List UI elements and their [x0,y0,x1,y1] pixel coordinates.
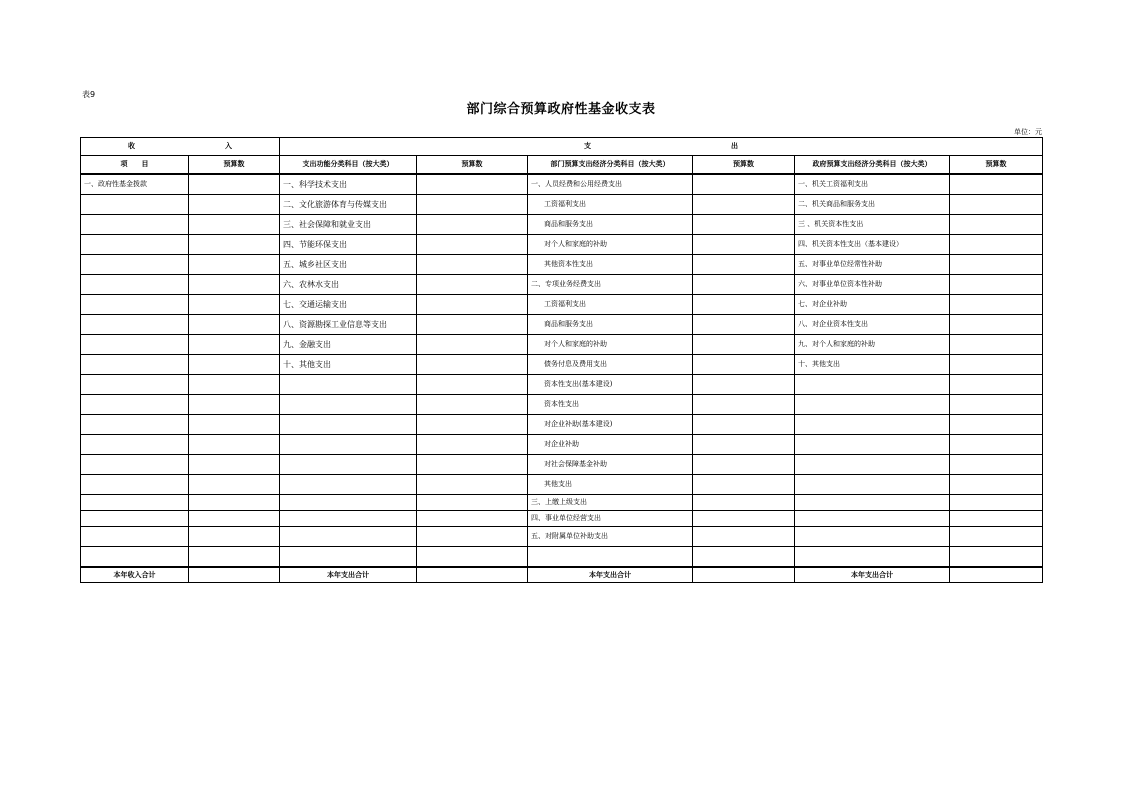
income-item-cell [81,435,189,455]
func-item-cell [280,475,417,495]
column-header: 政府预算支出经济分类科目（按大类） [795,156,950,175]
func-item-cell [280,415,417,435]
dept-item-cell: 商品和服务支出 [528,215,693,235]
section-header-row [81,138,1043,156]
gov-item-cell [795,415,950,435]
func-item-cell: 七、交通运输支出 [280,295,417,315]
gov-item-cell: 二、机关商品和服务支出 [795,195,950,215]
gov-item-cell: 三 、机关资本性支出 [795,215,950,235]
income-total-value [189,567,280,583]
gov-item-cell: 七、对企业补助 [795,295,950,315]
dept-item-cell: 对企业补助(基本建设) [528,415,693,435]
table-row [81,527,1043,547]
dept-item-cell: 资本性支出(基本建设) [528,375,693,395]
gov-item-cell [795,395,950,415]
gov-item-cell [795,527,950,547]
func-item-cell: 三、社会保障和就业支出 [280,215,417,235]
gov-item-cell: 四、机关资本性支出（基本建设） [795,235,950,255]
gov-amount-cell [950,395,1043,415]
dept-amount-cell [693,415,795,435]
income-amount-cell [189,435,280,455]
income-item-cell [81,511,189,527]
gov-amount-cell [950,527,1043,547]
income-label-a: 收 [128,142,135,150]
page-title: 部门综合预算政府性基金收支表 [466,102,656,117]
budget-table [80,137,1043,583]
dept-item-cell: 工资福利支出 [528,295,693,315]
dept-amount-cell [693,511,795,527]
gov-item-cell [795,455,950,475]
func-amount-cell [417,511,528,527]
func-amount-cell [417,455,528,475]
dept-amount-cell [693,174,795,195]
income-item-cell [81,355,189,375]
func-amount-cell [417,375,528,395]
gov-amount-cell [950,195,1043,215]
table-row [81,174,1043,195]
func-amount-cell [417,435,528,455]
dept-amount-cell [693,435,795,455]
dept-item-cell: 四、事业单位经营支出 [528,511,693,527]
gov-amount-cell [950,415,1043,435]
dept-item-cell [528,547,693,568]
income-item-cell [81,547,189,568]
func-amount-cell [417,315,528,335]
table-row [81,215,1043,235]
income-total-label: 本年收入合计 [81,567,189,583]
gov-amount-cell [950,295,1043,315]
func-amount-cell [417,415,528,435]
dept-total-value [693,567,795,583]
expense-label-a: 支 [584,142,592,150]
income-item-cell [81,235,189,255]
gov-item-cell: 八、对企业资本性支出 [795,315,950,335]
dept-item-cell: 一、人员经费和公用经费支出 [528,174,693,195]
income-amount-cell [189,495,280,511]
func-item-cell: 六、农林水支出 [280,275,417,295]
gov-amount-cell [950,475,1043,495]
dept-item-cell: 对社会保障基金补助 [528,455,693,475]
table-row [81,315,1043,335]
gov-total-label: 本年支出合计 [795,567,950,583]
income-section-header [81,138,280,156]
income-amount-cell [189,215,280,235]
gov-amount-cell [950,355,1043,375]
income-amount-cell [189,355,280,375]
income-amount-cell [189,315,280,335]
dept-item-cell: 三、上缴上级支出 [528,495,693,511]
gov-amount-cell [950,511,1043,527]
func-item-cell: 二、文化旅游体育与传媒支出 [280,195,417,215]
func-amount-cell [417,547,528,568]
dept-amount-cell [693,215,795,235]
income-item-cell: 一、政府性基金拨款 [81,174,189,195]
dept-amount-cell [693,235,795,255]
income-item-cell [81,527,189,547]
income-amount-cell [189,527,280,547]
gov-amount-cell [950,455,1043,475]
func-item-cell [280,527,417,547]
income-amount-cell [189,255,280,275]
gov-amount-cell [950,275,1043,295]
dept-amount-cell [693,547,795,568]
gov-amount-cell [950,235,1043,255]
income-item-cell [81,275,189,295]
income-item-cell [81,295,189,315]
table-row [81,295,1043,315]
dept-total-label: 本年支出合计 [528,567,693,583]
table-row [81,495,1043,511]
gov-amount-cell [950,174,1043,195]
func-item-cell [280,547,417,568]
dept-item-cell: 其他资本性支出 [528,255,693,275]
gov-item-cell [795,435,950,455]
expense-section-header [280,138,1043,156]
func-item-cell: 九、金融支出 [280,335,417,355]
func-item-cell [280,435,417,455]
income-amount-cell [189,547,280,568]
income-amount-cell [189,335,280,355]
func-amount-cell [417,174,528,195]
gov-amount-cell [950,315,1043,335]
income-item-cell [81,455,189,475]
func-item-cell: 一、科学技术支出 [280,174,417,195]
income-amount-cell [189,475,280,495]
gov-item-cell [795,511,950,527]
income-item-cell [81,335,189,355]
gov-amount-cell [950,547,1043,568]
dept-item-cell: 商品和服务支出 [528,315,693,335]
dept-amount-cell [693,195,795,215]
table-row [81,355,1043,375]
dept-amount-cell [693,375,795,395]
gov-amount-cell [950,215,1043,235]
income-item-cell [81,315,189,335]
gov-amount-cell [950,375,1043,395]
func-amount-cell [417,235,528,255]
func-item-cell [280,495,417,511]
gov-item-cell: 九、对个人和家庭的补助 [795,335,950,355]
dept-item-cell: 其他支出 [528,475,693,495]
expense-label-b: 出 [731,142,739,150]
income-item-cell [81,495,189,511]
gov-item-cell [795,475,950,495]
income-amount-cell [189,395,280,415]
gov-total-value [950,567,1043,583]
table-row [81,395,1043,415]
income-item-cell [81,475,189,495]
gov-amount-cell [950,495,1043,511]
gov-amount-cell [950,335,1043,355]
dept-item-cell: 五、对附属单位补助支出 [528,527,693,547]
table-row [81,511,1043,527]
dept-item-cell: 工资福利支出 [528,195,693,215]
income-item-cell [81,415,189,435]
dept-item-cell: 对企业补助 [528,435,693,455]
dept-amount-cell [693,475,795,495]
dept-amount-cell [693,355,795,375]
dept-amount-cell [693,295,795,315]
table-row [81,435,1043,455]
func-amount-cell [417,475,528,495]
income-item-cell [81,195,189,215]
func-amount-cell [417,335,528,355]
table-row [81,455,1043,475]
gov-item-cell: 十、其他支出 [795,355,950,375]
table-row [81,195,1043,215]
table-row [81,235,1043,255]
func-amount-cell [417,195,528,215]
dept-amount-cell [693,335,795,355]
func-item-cell [280,511,417,527]
income-label-b: 入 [225,142,232,150]
column-header: 预算数 [693,156,795,175]
func-amount-cell [417,215,528,235]
func-item-cell [280,375,417,395]
gov-item-cell [795,547,950,568]
table-row [81,335,1043,355]
column-header: 预算数 [189,156,280,175]
unit-label: 单位：元 [1014,128,1042,136]
func-amount-cell [417,295,528,315]
column-header: 项 目 [81,156,189,175]
func-item-cell [280,395,417,415]
dept-item-cell: 资本性支出 [528,395,693,415]
income-amount-cell [189,275,280,295]
dept-item-cell: 二、专项业务经费支出 [528,275,693,295]
dept-amount-cell [693,275,795,295]
total-row [81,567,1043,583]
dept-item-cell: 债务付息及费用支出 [528,355,693,375]
table-row [81,275,1043,295]
income-amount-cell [189,375,280,395]
gov-item-cell: 六、对事业单位资本性补助 [795,275,950,295]
gov-item-cell: 五、对事业单位经常性补助 [795,255,950,275]
func-amount-cell [417,255,528,275]
gov-item-cell [795,495,950,511]
income-item-cell [81,255,189,275]
income-item-cell [81,375,189,395]
income-amount-cell [189,415,280,435]
gov-amount-cell [950,255,1043,275]
dept-amount-cell [693,455,795,475]
income-item-cell [81,215,189,235]
func-total-value [417,567,528,583]
gov-amount-cell [950,435,1043,455]
income-amount-cell [189,174,280,195]
income-amount-cell [189,455,280,475]
gov-item-cell [795,375,950,395]
dept-item-cell: 对个人和家庭的补助 [528,235,693,255]
table-row [81,475,1043,495]
income-amount-cell [189,235,280,255]
column-header: 预算数 [417,156,528,175]
dept-amount-cell [693,395,795,415]
dept-amount-cell [693,315,795,335]
dept-amount-cell [693,495,795,511]
func-item-cell [280,455,417,475]
table-row [81,255,1043,275]
func-item-cell: 五、城乡社区支出 [280,255,417,275]
table-row [81,415,1043,435]
func-amount-cell [417,527,528,547]
column-header: 预算数 [950,156,1043,175]
func-amount-cell [417,395,528,415]
column-header: 部门预算支出经济分类科目（按大类） [528,156,693,175]
column-header: 支出功能分类科目（按大类） [280,156,417,175]
income-amount-cell [189,511,280,527]
func-total-label: 本年支出合计 [280,567,417,583]
income-amount-cell [189,195,280,215]
table-number: 表9 [82,90,96,99]
func-amount-cell [417,495,528,511]
dept-amount-cell [693,255,795,275]
func-item-cell: 八、资源勘探工业信息等支出 [280,315,417,335]
income-item-cell [81,395,189,415]
gov-item-cell: 一、机关工资福利支出 [795,174,950,195]
table-row [81,547,1043,568]
dept-amount-cell [693,527,795,547]
income-amount-cell [189,295,280,315]
func-item-cell: 十、其他支出 [280,355,417,375]
func-item-cell: 四、节能环保支出 [280,235,417,255]
func-amount-cell [417,355,528,375]
dept-item-cell: 对个人和家庭的补助 [528,335,693,355]
func-amount-cell [417,275,528,295]
column-header-row [81,156,1043,175]
table-row [81,375,1043,395]
